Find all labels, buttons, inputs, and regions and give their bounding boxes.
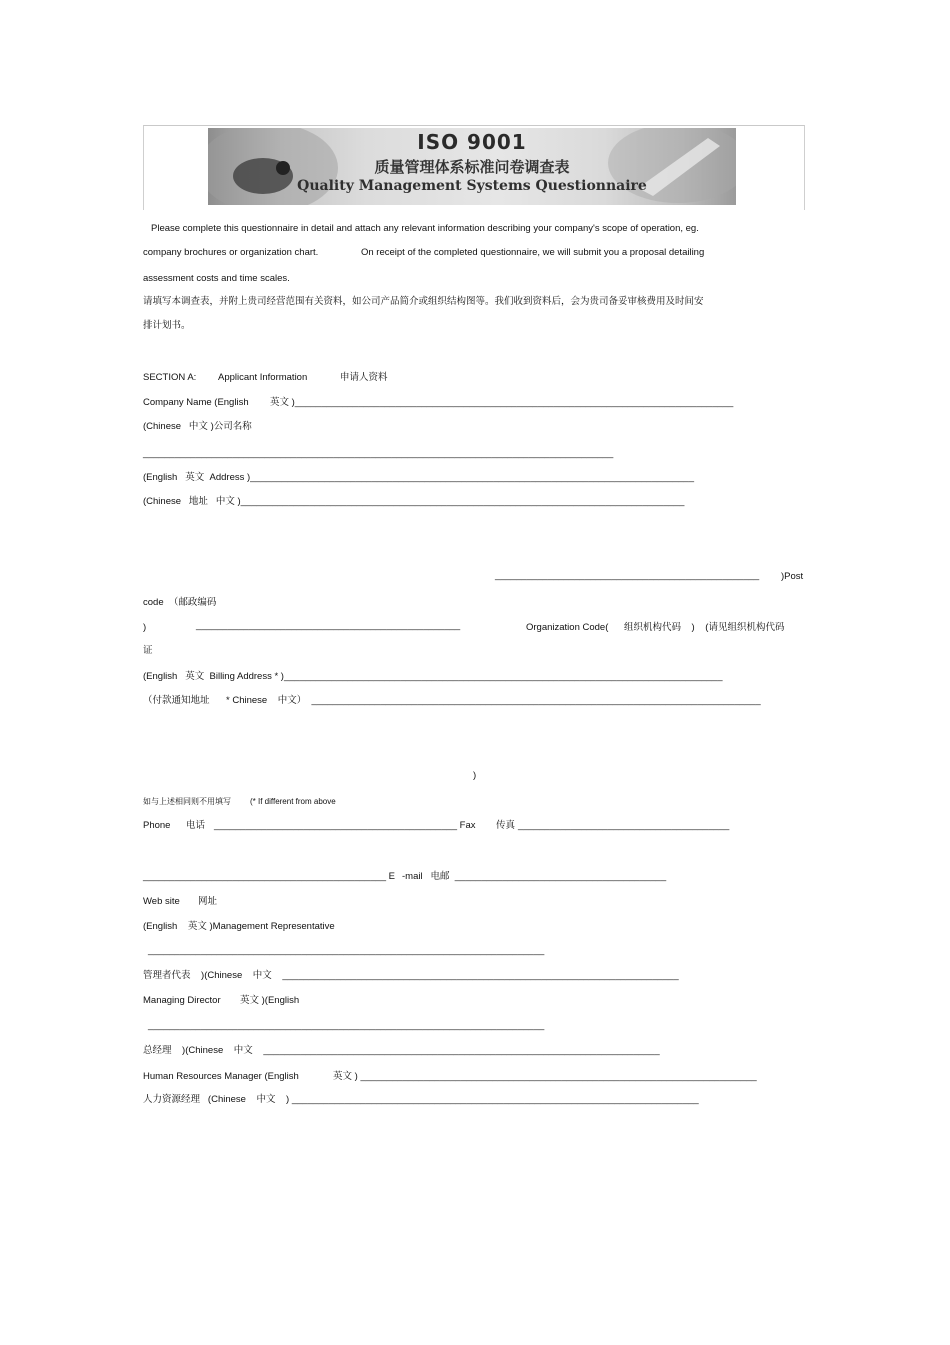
section-title-zh: 申请人资料 [340, 372, 388, 383]
email-prev-field[interactable]: ______________________________________________ E [143, 871, 396, 882]
banner-subtitle-en: Quality Management Systems Questionnaire [297, 178, 647, 194]
org-code-label-zh: 组织机构代码 ) (请见组织机构代码 [624, 622, 785, 633]
org-code-label: Organization Code( [526, 622, 609, 633]
email-field[interactable]: -mail 电邮 ________________________________________ [402, 871, 667, 882]
general-manager-zh-field[interactable]: 总经理 )(Chinese 中文 ___________________________________________________________________________ [143, 1045, 660, 1056]
fax-field[interactable]: ________________________________________ [518, 820, 730, 831]
org-code-field[interactable]: __________________________________________________ [196, 620, 461, 631]
address-zh-field[interactable]: (Chinese 地址 中文 )____________________________________________________________________________________ [143, 496, 685, 507]
billing-address-zh-field[interactable]: * Chinese 中文） _____________________________________________________________________________________ [226, 695, 761, 706]
mgmt-rep-en-field[interactable]: ___________________________________________________________________________ [148, 945, 545, 956]
intro-line-2a: company brochures or organization chart. [143, 247, 319, 258]
intro-zh-line-2: 排计划书。 [143, 320, 191, 331]
intro-line-2b: On receipt of the completed questionnaire, we will submit you a proposal detailing [361, 247, 705, 258]
section-label: SECTION A: [143, 372, 197, 383]
billing-address-en-field[interactable]: (English 英文 Billing Address * )___________________________________________________________________________________ [143, 671, 723, 682]
intro-line-1: Please complete this questionnaire in detail and attach any relevant information describing your company's scope of operation, eg. [151, 223, 699, 234]
company-name-zh-field[interactable]: _________________________________________________________________________________________ [143, 448, 614, 459]
intro-line-3: assessment costs and time scales. [143, 273, 290, 284]
managing-director-label-en: 英文 )(English [240, 995, 300, 1006]
billing-close-paren: ) [473, 770, 477, 781]
postcode-label: )Post [781, 571, 804, 582]
billing-address-zh-label: （付款通知地址 [143, 695, 210, 706]
mgmt-rep-zh-field[interactable]: 管理者代表 )(Chinese 中文 ___________________________________________________________________________ [143, 970, 679, 981]
hr-manager-label: Human Resources Manager (English [143, 1071, 299, 1082]
banner-subtitle-zh: 质量管理体系标准问卷调查表 [374, 158, 570, 176]
section-title: Applicant Information [218, 372, 308, 383]
website-label: Web site [143, 896, 180, 907]
billing-note-zh: 如与上述相同则不用填写 [143, 797, 231, 806]
website-label-zh: 网址 [198, 896, 218, 907]
company-name-en-label: Company Name (English [143, 397, 249, 408]
managing-director-label: Managing Director [143, 995, 221, 1006]
hr-manager-en-field[interactable]: 英文 ) ___________________________________________________________________________ [333, 1071, 757, 1082]
fax-label-zh: 传真 [496, 820, 516, 831]
managing-director-en-field[interactable]: ___________________________________________________________________________ [148, 1020, 545, 1031]
address-en-field[interactable]: (English 英文 Address )____________________________________________________________________________________ [143, 472, 694, 483]
phone-label: Phone [143, 820, 171, 831]
header-banner [208, 128, 736, 205]
phone-label-zh: 电话 [186, 820, 206, 831]
phone-field[interactable]: ______________________________________________ Fax [214, 820, 476, 831]
banner-title: ISO 9001 [417, 130, 527, 154]
mgmt-rep-label: (English 英文 )Management Representative [143, 921, 335, 932]
postcode-field[interactable]: __________________________________________________ [495, 570, 760, 581]
hr-manager-zh-field[interactable]: 人力资源经理 (Chinese 中文 ) _____________________________________________________________________________ [143, 1094, 699, 1105]
org-code-paren: ) [143, 622, 147, 633]
intro-zh-line-1: 请填写本调查表，并附上贵司经营范围有关资料，如公司产品简介或组织结构图等。我们收到资料后，会为贵司备妥审核费用及时间安 [143, 296, 704, 307]
postcode-label-zh: code （邮政编码 [143, 597, 217, 608]
billing-note-en: (* If different from above [250, 797, 336, 806]
company-name-en-field[interactable]: 英文 )___________________________________________________________________________________ [270, 397, 734, 408]
company-name-zh-label: (Chinese 中文 )公司名称 [143, 421, 252, 432]
org-code-label-zh-cont: 证 [143, 645, 153, 656]
